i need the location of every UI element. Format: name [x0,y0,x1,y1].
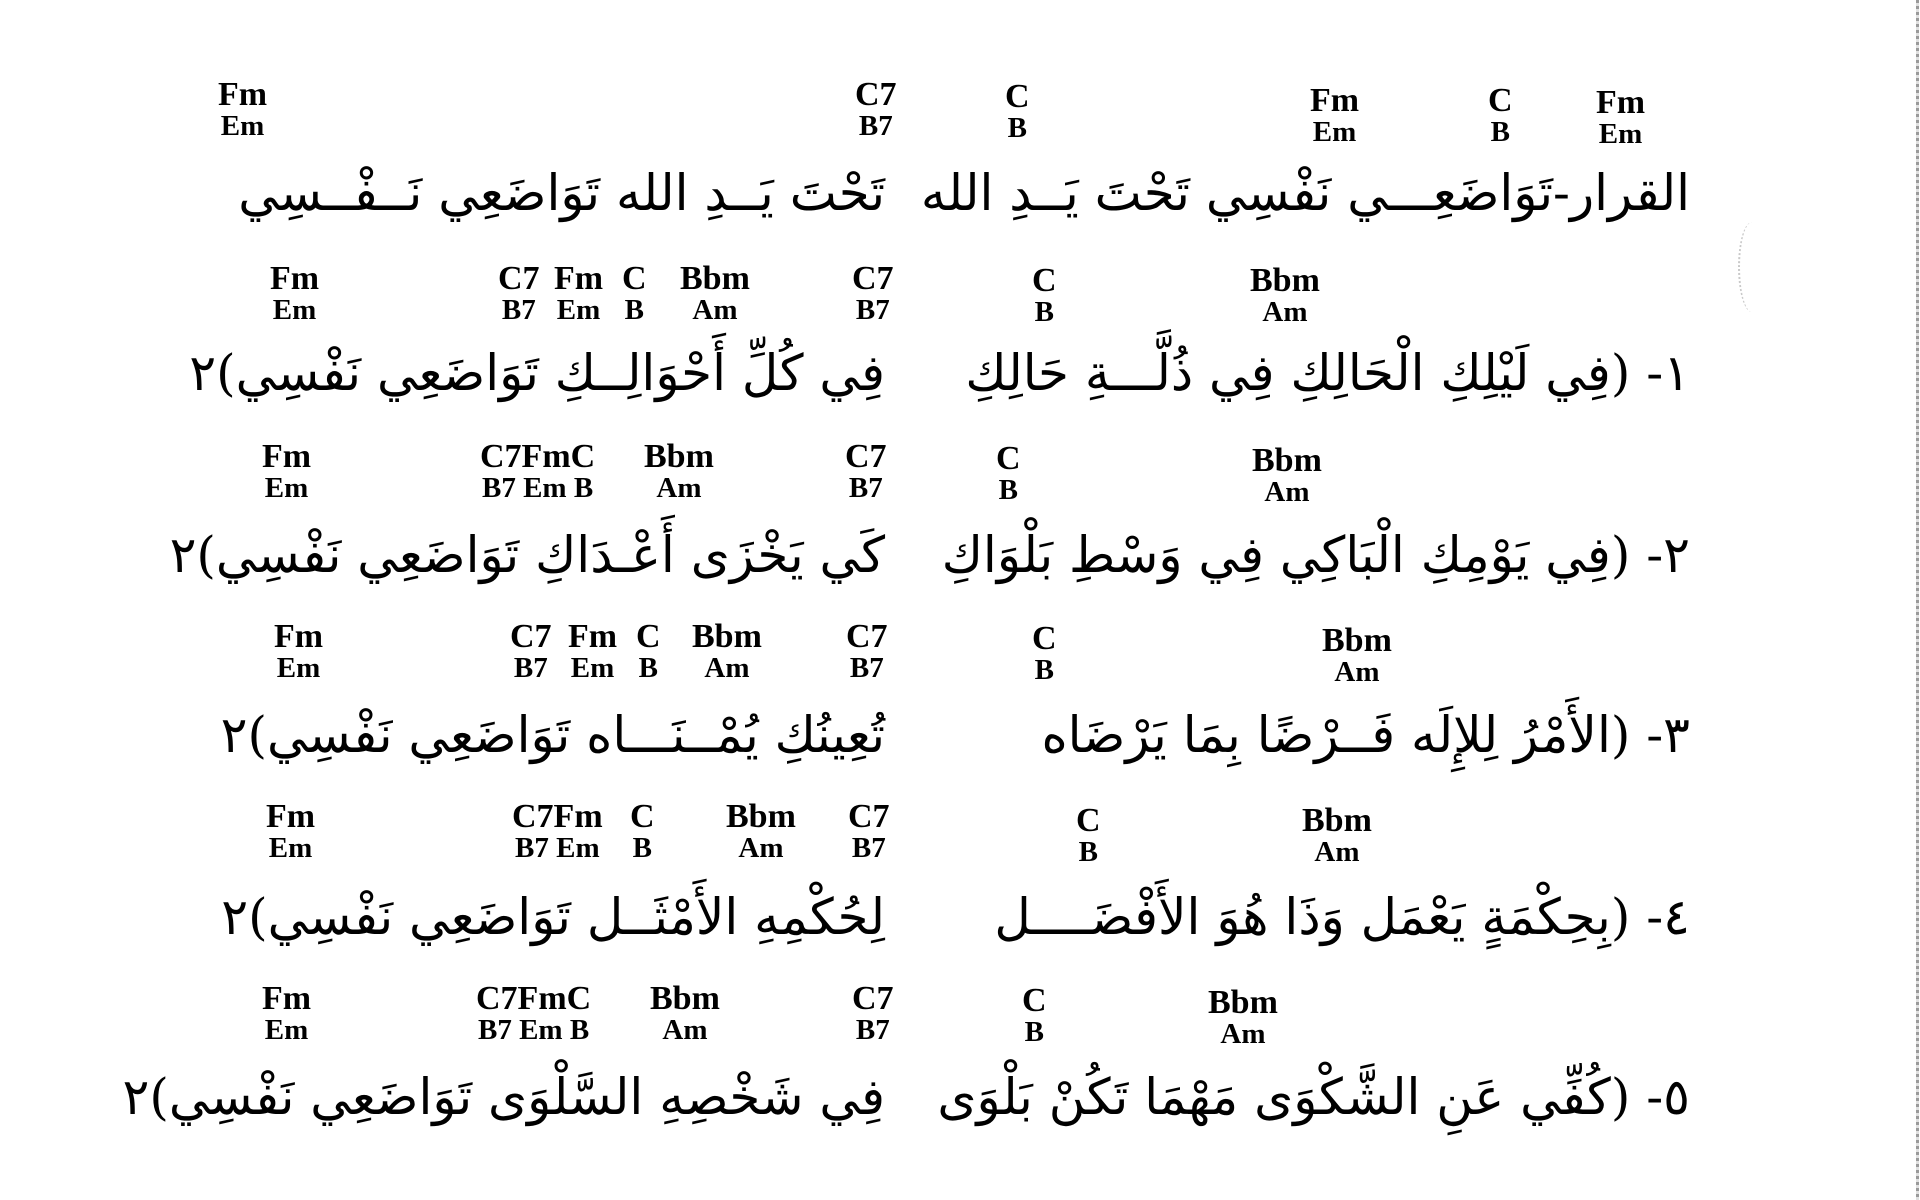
chord-alt: B [638,652,658,684]
scan-smudge [1738,222,1766,312]
chord [1322,624,1392,687]
chord-name: Bbm [680,260,750,297]
chord [1076,804,1101,867]
chord-alt: B7 [855,1014,890,1046]
chord-name: Bbm [1302,802,1372,839]
lyric-line-left: تُعِينُكِ يُمْــنَـــاه تَوَاضَعِي نَفْسِي)٢ [220,706,885,764]
chord-name: Bbm [726,798,796,835]
chord-name: Fm [270,260,320,297]
chord-name: C [1005,78,1030,115]
chord-alt: Em [264,472,309,504]
chord-alt: B [1078,836,1098,868]
chord [630,800,655,863]
chord [1252,444,1322,507]
lyric-line-right: ١- (فِي لَيْلِكِ الْحَالِكِ فِي ذُلَّـــةِ حَالِكِ [965,344,1690,402]
lyric-line-right: ٣- (الأَمْرُ لِلإِلَه فَــرْضًا بِمَا يَرْضَاه [1041,706,1690,764]
chord [480,440,595,503]
chord-alt: B [632,832,652,864]
chord [1032,264,1057,327]
chord [568,620,617,683]
chord-name: C7 [498,260,540,297]
chord-name: C7FmC [476,980,592,1017]
lyric-line-right: القرار-تَوَاضَعِـــي نَفْسِي تَحْتَ يَــدِ الله [920,164,1690,222]
chord-alt: Am [1314,836,1360,868]
lyric-line-left: فِي شَخْصِهِ السَّلْوَى تَوَاضَعِي نَفْسِي)٢ [122,1068,885,1126]
chord-name: Fm [1596,84,1646,121]
lyric-line-left: لِحُكْمِهِ الأَمْثَــل تَوَاضَعِي نَفْسِي)٢ [221,888,885,946]
lyric-line-left: تَحْتَ يَــدِ الله تَوَاضَعِي نَــفْــسِي [238,164,885,222]
chord-name: C7 [848,798,890,835]
chord [270,262,319,325]
chord-alt: Em [264,1014,309,1046]
chord-alt: B [1007,112,1027,144]
chord [726,800,796,863]
chord-alt: B [1034,296,1054,328]
chord-alt: Am [1262,296,1308,328]
chord-alt: B7 [858,110,893,142]
chord-alt: Am [1264,476,1310,508]
lyric-line-right: ٥- (كُفِّي عَنِ الشَّكْوَى مَهْمَا تَكُنْ بَلْوَى [937,1068,1690,1126]
chord [650,982,720,1045]
chord [1310,84,1359,147]
chord-alt: Em [1598,118,1643,150]
chord-name: C7 [855,76,897,113]
chord-alt: Em [570,652,615,684]
chord [855,78,897,141]
chord-alt: Am [1334,656,1380,688]
chord-alt: B7 [501,294,536,326]
chord-name: C7 [845,438,887,475]
chord [1032,622,1057,685]
chord [262,440,311,503]
chord [680,262,750,325]
chord-alt: Em [556,294,601,326]
chord-alt: B [1034,654,1054,686]
chord-name: Fm [266,798,316,835]
lyric-line-right: ٢- (فِي يَوْمِكِ الْبَاكِي فِي وَسْطِ بَلْوَاكِ [941,526,1690,584]
chord [1022,984,1047,1047]
chord-alt: Em [276,652,321,684]
chord [1250,264,1320,327]
chord-name: C7FmC [480,438,596,475]
chord-name: C [636,618,661,655]
chord-name: Fm [218,76,268,113]
chord-alt: B [998,474,1018,506]
chord-name: C7Fm [512,798,603,835]
chord-name: C [622,260,647,297]
chord-alt: Am [1220,1018,1266,1050]
lyric-line-left: كَي يَخْزَى أَعْـدَاكِ تَوَاضَعِي نَفْسِي)٢ [169,526,885,584]
chord-name: Bbm [1250,262,1320,299]
chord-alt: Em [1312,116,1357,148]
chord-alt: B [624,294,644,326]
chord-name: C [1076,802,1101,839]
chord [266,800,315,863]
chord-name: Fm [262,438,312,475]
chord-name: Fm [554,260,604,297]
chord [692,620,762,683]
chord-name: Fm [262,980,312,1017]
chord [846,620,888,683]
chord [510,620,552,683]
chord [845,440,887,503]
chord-name: C [1032,620,1057,657]
chord-name: C [996,440,1021,477]
chord-name: Fm [274,618,324,655]
chord-alt: B [1024,1016,1044,1048]
chord-name: C7 [846,618,888,655]
chord [636,620,661,683]
chord-name: C [1022,982,1047,1019]
chord-name: Bbm [644,438,714,475]
chord [996,442,1021,505]
chord-alt: B7 Em B [478,1014,590,1046]
scan-edge-line [1916,0,1919,1200]
chord-alt: B7 [855,294,890,326]
lyric-line-left: فِي كُلِّ أَحْوَالِــكِ تَوَاضَعِي نَفْسِي)٢ [189,344,885,402]
chord [476,982,591,1045]
lyric-line-right: ٤- (بِحِكْمَةٍ يَعْمَل وَذَا هُوَ الأَفْضَــــل [994,888,1690,946]
chord [1596,86,1645,149]
chord-name: C [1032,262,1057,299]
chord-alt: B7 [848,472,883,504]
chord [852,982,894,1045]
chord [1302,804,1372,867]
chord-name: Bbm [1252,442,1322,479]
chord-name: Fm [568,618,618,655]
chord-name: C [630,798,655,835]
chord-alt: B7 [851,832,886,864]
chord [262,982,311,1045]
chord-alt: Em [272,294,317,326]
chord [274,620,323,683]
chord [622,262,647,325]
chord-alt: B [1490,116,1510,148]
chord [1208,986,1278,1049]
chord-name: C7 [510,618,552,655]
chord-alt: B7 [849,652,884,684]
chord [644,440,714,503]
chord [554,262,603,325]
chord-alt: B7 [513,652,548,684]
chord-alt: Am [704,652,750,684]
chord [848,800,890,863]
chord-name: C [1488,82,1513,119]
chord-name: Bbm [692,618,762,655]
chord-name: C7 [852,980,894,1017]
chord-name: C7 [852,260,894,297]
chord [852,262,894,325]
chord [512,800,603,863]
chord-alt: B7 Em [515,832,600,864]
chord-alt: Am [656,472,702,504]
chord-name: Bbm [650,980,720,1017]
chord-alt: Am [738,832,784,864]
chord [218,78,267,141]
chord-alt: Em [220,110,265,142]
chord-alt: Am [662,1014,708,1046]
chord-alt: B7 Em B [482,472,594,504]
chord-name: Fm [1310,82,1360,119]
chord-name: Bbm [1208,984,1278,1021]
chord-name: Bbm [1322,622,1392,659]
chord [1005,80,1030,143]
chord-alt: Am [692,294,738,326]
chord [498,262,540,325]
chord-alt: Em [268,832,313,864]
chord [1488,84,1513,147]
